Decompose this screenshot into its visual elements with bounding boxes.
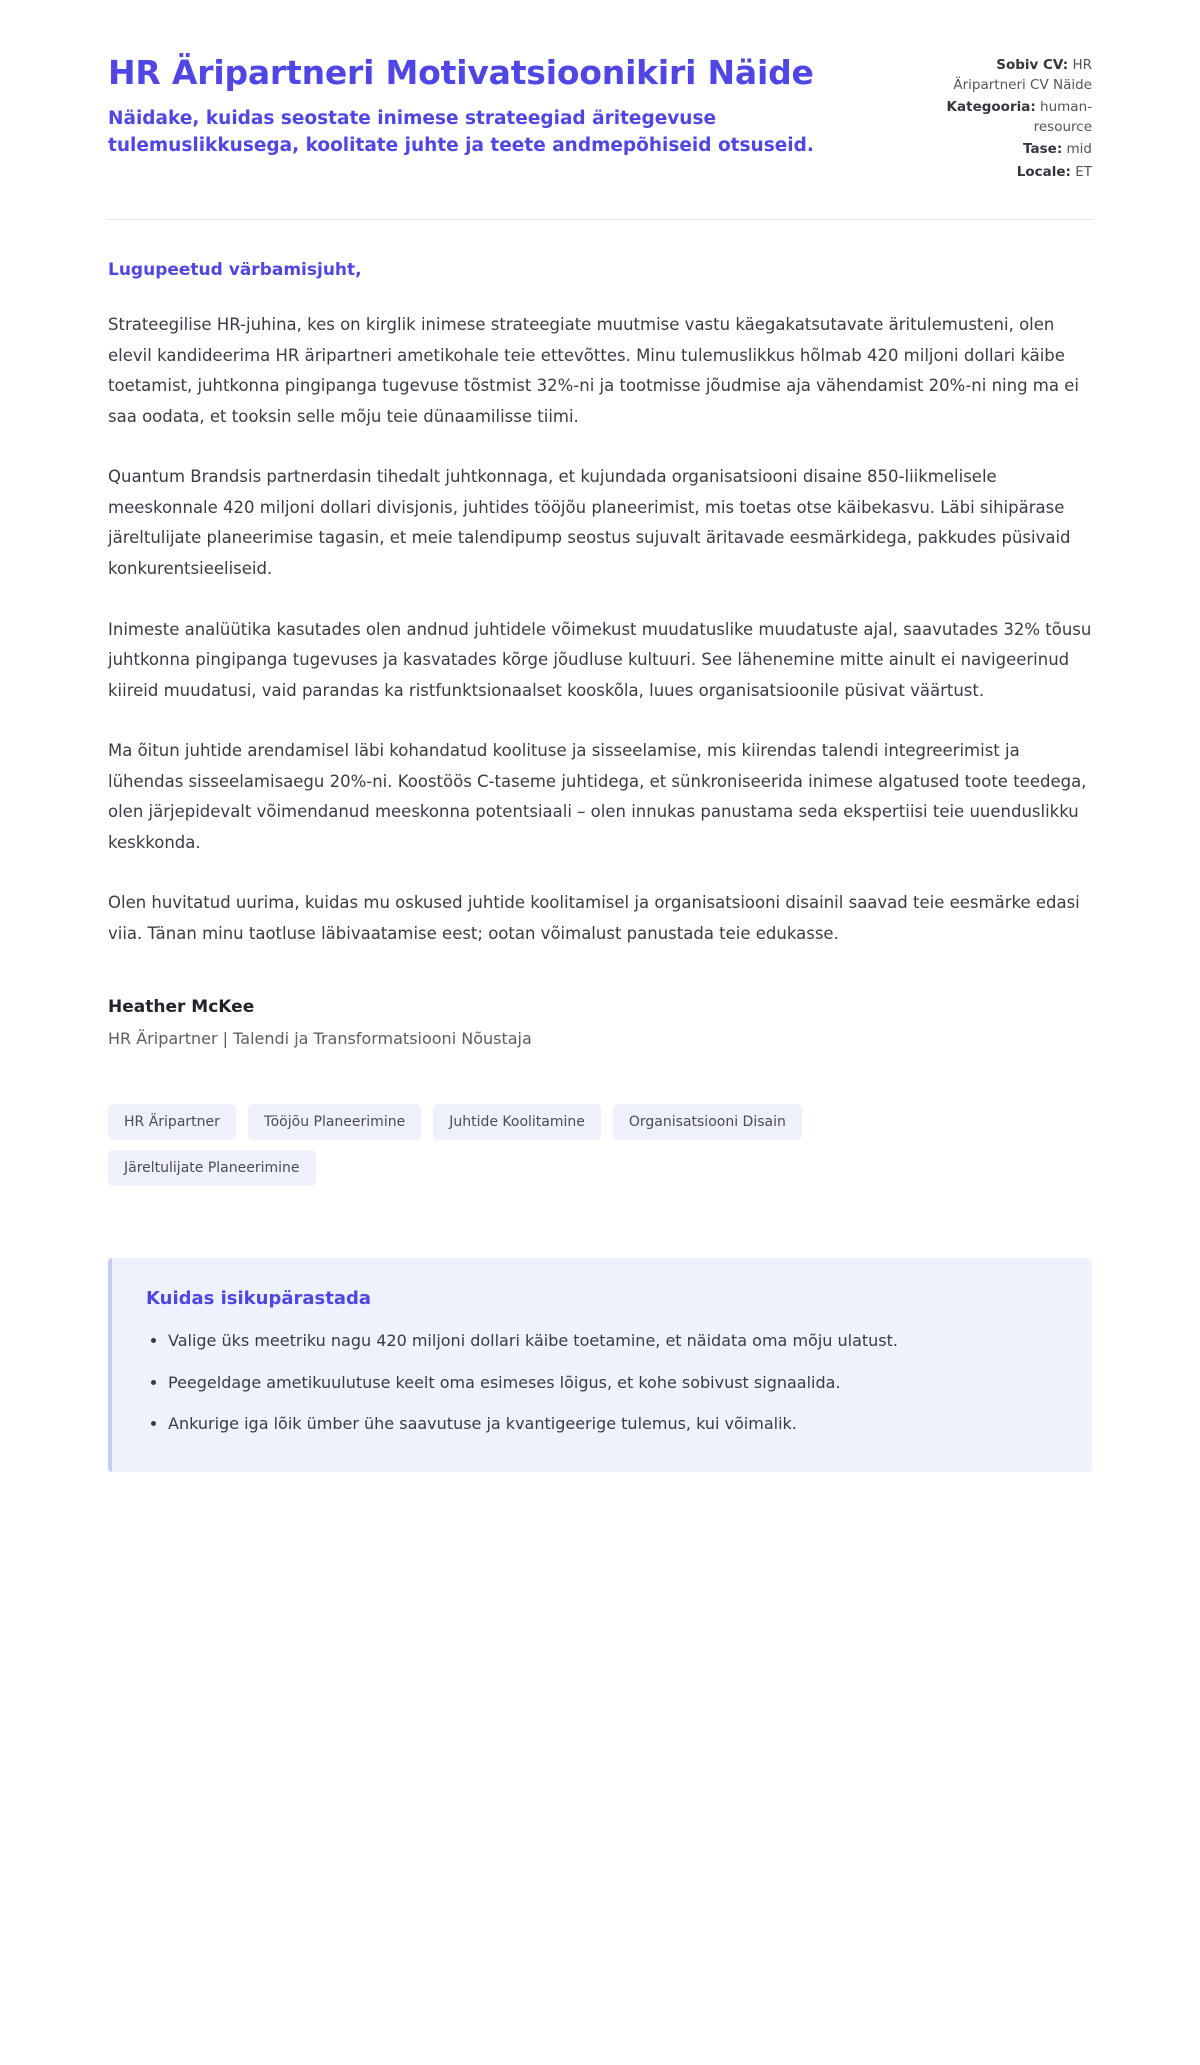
cover-letter-body [108, 220, 1092, 1048]
personalization-callout [108, 1258, 1092, 1472]
list-item[interactable]: HR Äripartner [108, 1104, 236, 1140]
meta-value-locale: ET [1075, 163, 1092, 180]
tag-list [108, 1104, 928, 1186]
meta-value-category: human-resource [1033, 99, 1092, 135]
list-item[interactable]: Juhtide Koolitamine [433, 1104, 601, 1140]
list-item: • Ankurige iga lõik ümber ühe saavutuse ja kvantigeerige tulemus, kui võimalik. [168, 1410, 1058, 1438]
page-subtitle: Näidake, kuidas seostate inimese strateegiad äritegevuse tulemuslikkusega, koolitate juhte ja teete andmepõhiseid otsuseid. [108, 108, 814, 156]
meta-value-level: mid [1066, 141, 1092, 158]
list-item[interactable]: Tööjõu Planeerimine [248, 1104, 421, 1140]
meta-label-locale: Locale: [1016, 163, 1071, 180]
metadata-panel [927, 52, 1092, 185]
salutation: Lugupeetud värbamisjuht, [108, 260, 362, 281]
list-item: • Valige üks meetriku nagu 420 miljoni dollari käibe toetamine, et näidata oma mõju ulatust. [168, 1327, 1058, 1355]
meta-row-category [927, 98, 1092, 137]
list-item[interactable]: Järeltulijate Planeerimine [108, 1150, 316, 1186]
signature-name: Heather McKee [108, 997, 255, 1018]
list-item: • Peegeldage ametikuulutuse keelt oma esimeses lõigus, et kohe sobivust signaalida. [168, 1369, 1058, 1397]
meta-row-matching-cv [927, 56, 1092, 95]
header-text-block [108, 52, 887, 159]
letter-paragraph: Quantum Brandsis partnerdasin tihedalt juhtkonnaga, et kujundada organisatsiooni disaine 850-liikmelisele meeskonnale 420 miljoni dollari divisjonis, juhtides tööjõu planeerimist, mis toetas otse käibekasvu. Läbi sihipärase järeltulijate planeerimise tagasin, et meie talendipump seostus sujuvalt äritavade eesmärkidega, pakkudes püsivaid konkurentsieeliseid. [108, 467, 1071, 578]
document-header [108, 52, 1092, 185]
callout-list [146, 1327, 1058, 1438]
meta-value-matching-cv: HR Äripartneri CV Näide [953, 57, 1092, 93]
letter-paragraph: Inimeste analüütika kasutades olen andnud juhtidele võimekust muudatuslike muudatuste ajal, saavutades 32% tõusu juhtkonna pingipanga tugevuses ja kasvatades kõrge jõudluse kultuuri. See lähenemine mitte ainult ei navigeerinud kiireid muudatusi, vaid parandas ka ristfunktsionaalset kooskõla, luues organisatsioonile püsivat väärtust. [108, 619, 1092, 700]
meta-label-level: Tase: [1023, 141, 1063, 158]
list-item[interactable]: Organisatsiooni Disain [613, 1104, 802, 1140]
meta-row-level [927, 140, 1092, 160]
meta-label-category: Kategooria: [946, 99, 1036, 116]
letter-paragraph: Ma õitun juhtide arendamisel läbi kohandatud koolituse ja sisseelamise, mis kiirendas talendi integreerimist ja lühendas sisseelamisaegu 20%-ni. Koostöös C-taseme juhtidega, et sünkroniseerida inimese algatused toote teedega, olen järjepidevalt võimendanud meeskonna potentsiaali – olen innukas panustama seda ekspertiisi teie uuenduslikku keskkonda. [108, 741, 1087, 852]
letter-paragraph: Olen huvitatud uurima, kuidas mu oskused juhtide koolitamisel ja organisatsiooni disainil saavad teie eesmärke edasi viia. Tänan minu taotluse läbivaatamise eest; ootan võimalust panustada teie edukasse. [108, 893, 1080, 943]
page-title: HR Äripartneri Motivatsioonikiri Näide [108, 53, 814, 92]
signature-block [108, 997, 1092, 1048]
meta-label-matching-cv: Sobiv CV: [996, 57, 1069, 73]
meta-row-locale [927, 163, 1092, 183]
signature-role: HR Äripartner | Talendi ja Transformatsiooni Nõustaja [108, 1029, 532, 1049]
letter-paragraph: Strateegilise HR-juhina, kes on kirglik inimese strateegiate muutmise vastu käegakatsutavate äritulemusteni, olen elevil kandideerima HR äripartneri ametikohale teie ettevõttes. Minu tulemuslikkus hõlmab 420 miljoni dollari käibe toetamist, juhtkonna pingipanga tugevuse tõstmist 32%-ni ja tootmisse jõudmise aja vähendamist 20%-ni ning ma ei saa oodata, et tooksin selle mõju teie dünaamilisse tiimi. [108, 315, 1079, 426]
callout-title: Kuidas isikupärastada [146, 1288, 372, 1310]
